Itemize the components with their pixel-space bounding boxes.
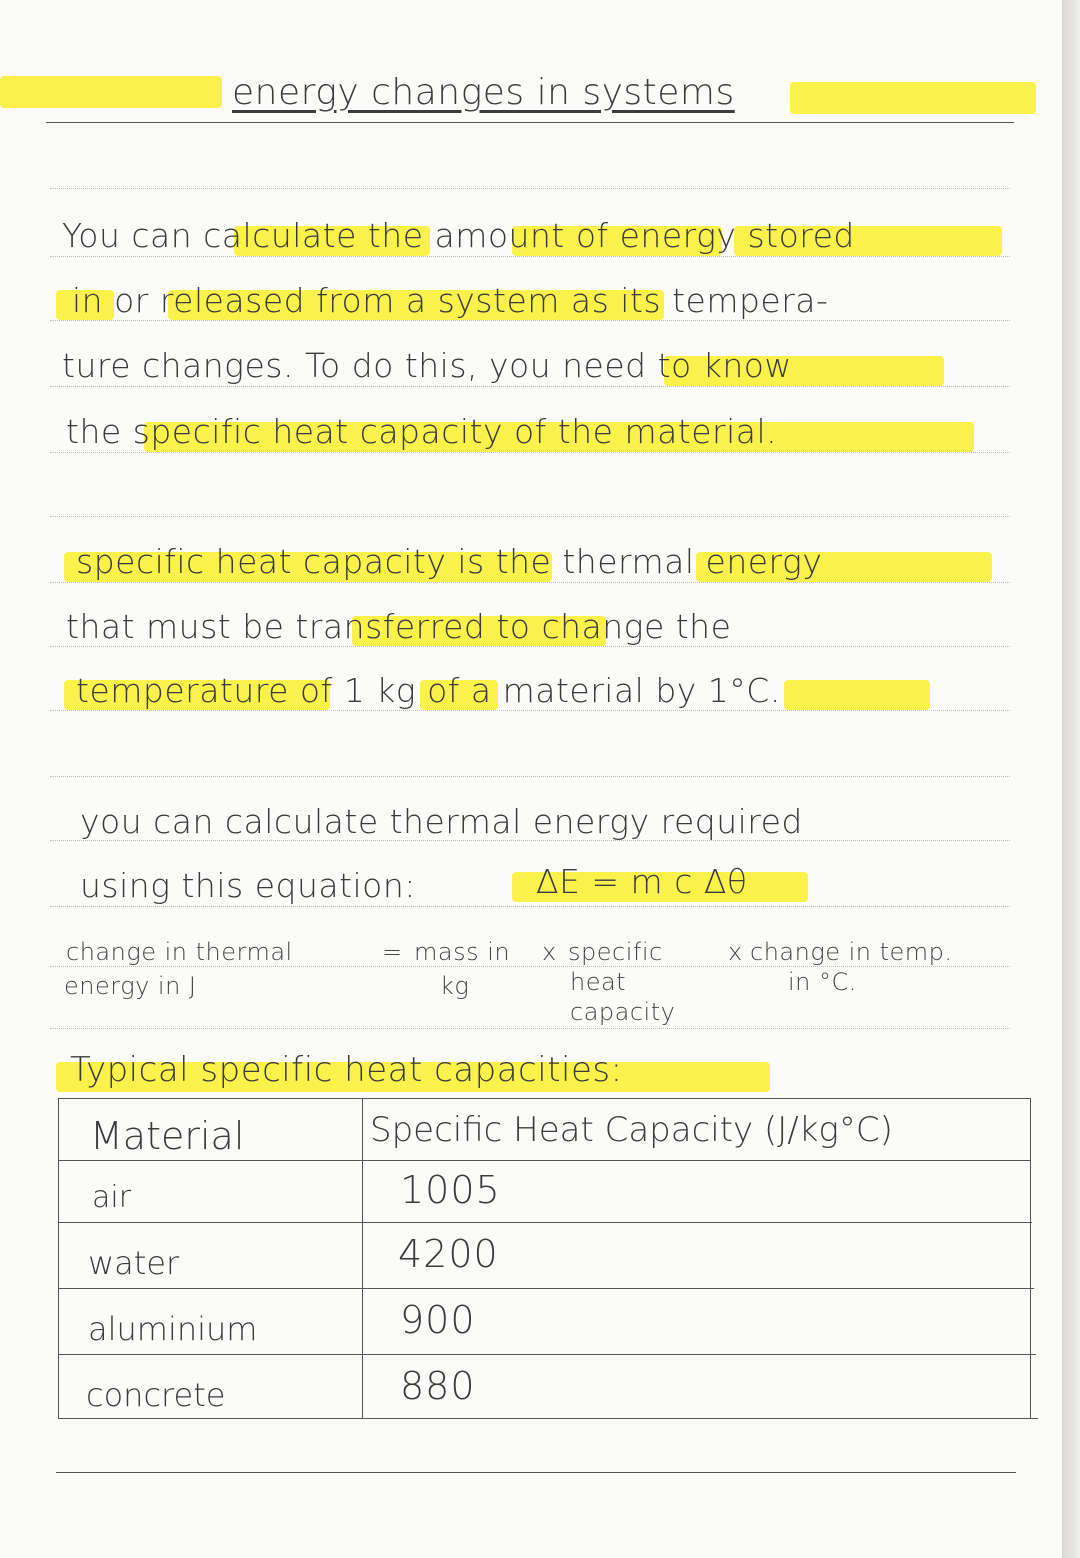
ruled-line — [50, 386, 1010, 387]
table-row-divider — [58, 1354, 1036, 1355]
table-cell-material: concrete — [86, 1376, 226, 1414]
key-specific: specific — [568, 938, 663, 966]
table-border-top — [58, 1098, 1030, 1099]
table-row-divider — [58, 1288, 1034, 1289]
key-times-1: x — [542, 938, 557, 966]
table-cell-material: air — [92, 1180, 132, 1215]
table-cell-value: 900 — [400, 1298, 476, 1342]
ruled-line — [50, 188, 1010, 189]
table-caption: Typical specific heat capacities: — [70, 1050, 623, 1090]
title-rule — [46, 122, 1014, 123]
ruled-line — [50, 776, 1010, 777]
table-row-divider — [58, 1222, 1032, 1223]
paragraph-2-line-2: that must be transferred to change the — [66, 607, 732, 646]
key-times-2: x — [728, 938, 743, 966]
table-cell-value: 4200 — [398, 1232, 499, 1276]
ruled-line — [50, 906, 1010, 907]
key-mass: mass in — [414, 938, 511, 966]
page-title: energy changes in systems — [232, 72, 735, 113]
paragraph-3-line-2: using this equation: — [80, 866, 416, 905]
paragraph-1-line-2: in or released from a system as its tempera- — [72, 281, 829, 320]
table-cell-value: 880 — [400, 1364, 476, 1408]
table-cell-material: water — [88, 1244, 180, 1282]
table-cell-material: aluminium — [88, 1310, 258, 1348]
ruled-line — [50, 516, 1010, 517]
ruled-line — [50, 320, 1010, 321]
bottom-rule — [56, 1472, 1016, 1473]
key-equals: = — [382, 938, 403, 966]
paragraph-2-line-1: specific heat capacity is the thermal energy — [76, 542, 823, 581]
paragraph-1-line-3: ture changes. To do this, you need to know — [62, 346, 792, 385]
table-column-divider — [362, 1098, 363, 1418]
title-highlight-left — [0, 76, 222, 108]
key-temp: change in temp. — [750, 938, 953, 966]
paragraph-1-line-4: the specific heat capacity of the material. — [66, 412, 778, 451]
key-temp-unit: in °C. — [788, 968, 857, 996]
ruled-line — [50, 966, 1010, 967]
ruled-line — [50, 452, 1010, 453]
ruled-line — [50, 256, 1010, 257]
title-highlight-right — [790, 82, 1036, 114]
table-cell-value: 1005 — [400, 1168, 501, 1212]
table-border-left — [58, 1098, 59, 1418]
highlight — [784, 680, 930, 710]
table-border-bottom — [58, 1418, 1038, 1419]
ruled-line — [50, 710, 1010, 711]
equation: ΔE = m c Δθ — [536, 862, 748, 901]
ruled-line — [50, 582, 1010, 583]
ruled-line — [50, 1028, 1010, 1029]
key-mass-unit: kg — [440, 972, 470, 1000]
key-thermal-energy-unit: energy in J — [64, 972, 197, 1000]
table-header-material: Material — [90, 1114, 245, 1158]
table-row-divider — [58, 1160, 1030, 1161]
key-thermal-energy: change in thermal — [66, 938, 293, 966]
table-header-shc: Specific Heat Capacity (J/kg°C) — [370, 1110, 893, 1150]
key-capacity: capacity — [570, 998, 676, 1026]
table-border-right — [1030, 1098, 1031, 1418]
ruled-line — [50, 646, 1010, 647]
key-heat: heat — [570, 968, 627, 996]
paragraph-2-line-3: temperature of 1 kg of a material by 1°C. — [76, 671, 781, 710]
paragraph-1-line-1: You can calculate the amount of energy stored — [62, 216, 855, 255]
notebook-binding — [1062, 0, 1080, 1558]
paragraph-3-line-1: you can calculate thermal energy required — [80, 802, 803, 841]
